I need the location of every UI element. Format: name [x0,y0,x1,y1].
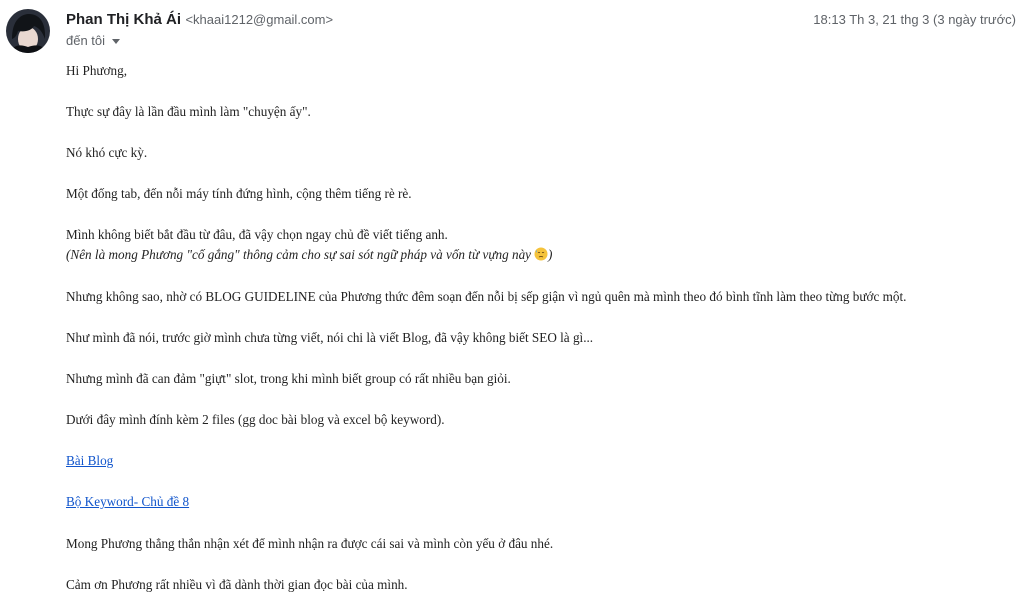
italic-note-end: ) [548,247,553,262]
message-timestamp: 18:13 Th 3, 21 thg 3 (3 ngày trước) [813,12,1016,27]
paragraph: Như mình đã nói, trước giờ mình chưa từng viết, nói chi là viết Blog, đã vậy không biết SEO là gì... [66,330,594,345]
paragraph: Thực sự đây là lần đầu mình làm "chuyện ấy". [66,104,311,119]
downcast-sweat-emoji-icon [534,247,548,261]
italic-note-text: (Nên là mong Phương "cố gắng" thông cảm cho sự sai sót ngữ pháp và vốn từ vựng này [66,247,532,262]
italic-note [66,247,552,263]
paragraph: Dưới đây mình đính kèm 2 files (gg doc bài blog và excel bộ keyword). [66,412,445,427]
paragraph: Nó khó cực kỳ. [66,145,148,160]
recipient-label: đến tôi [66,33,106,48]
paragraph: Cảm ơn Phương rất nhiều vì đã dành thời gian đọc bài của mình. [66,577,408,592]
sender-email: <khaai1212@gmail.com> [185,12,334,27]
link-blog[interactable]: Bài Blog [66,453,114,468]
paragraph: Một đống tab, đến nỗi máy tính đứng hình, cộng thêm tiếng rè rè. [66,186,412,201]
chevron-down-icon[interactable] [112,39,120,44]
avatar[interactable] [6,9,50,53]
paragraph: Nhưng không sao, nhờ có BLOG GUIDELINE của Phương thức đêm soạn đến nỗi bị sếp giận vì ngủ quên mà mình theo đó bình tĩnh làm theo từng bước một. [66,289,907,304]
greeting: Hi Phương, [66,63,128,78]
sender-line [66,11,333,29]
paragraph: Nhưng mình đã can đảm "giựt" slot, trong khi mình biết group có rất nhiều bạn giỏi. [66,371,511,386]
link-keyword[interactable]: Bộ Keyword- Chủ đề 8 [66,494,190,509]
paragraph: Mình không biết bắt đầu từ đâu, đã vậy chọn ngay chủ đề viết tiếng anh. [66,227,448,242]
recipient-details-toggle[interactable] [66,33,120,48]
paragraph: Mong Phương thẳng thắn nhận xét để mình nhận ra được cái sai và mình còn yếu ở đâu nhé. [66,536,554,551]
sender-name[interactable]: Phan Thị Khả Ái [66,11,182,28]
